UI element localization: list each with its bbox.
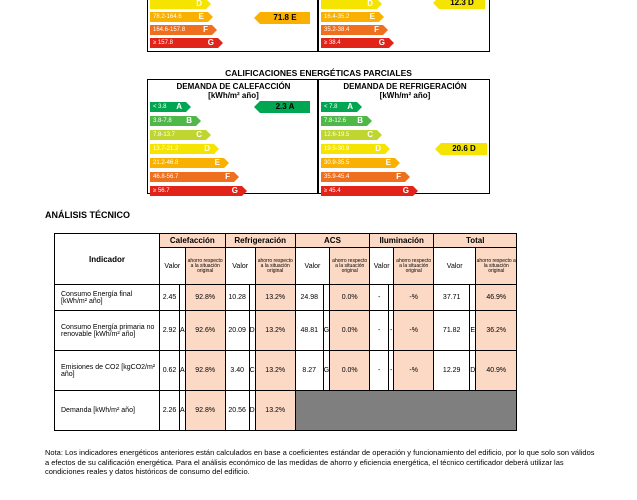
- cell-saving: 92.8%: [185, 285, 225, 311]
- cell-value: 2.45: [160, 285, 180, 311]
- cell-letter: E: [470, 311, 476, 351]
- scale-range-label: 35.9-45.4: [324, 174, 350, 180]
- cooling-title: DEMANDA DE REFRIGERACIÓN: [343, 82, 467, 91]
- row-label: Consumo Energía primaria no renovable [kWh/m² año]: [55, 311, 160, 351]
- blank-cell: [295, 391, 517, 431]
- valor-header: Valor: [160, 248, 186, 285]
- scale-range-label: 16.4-35.2: [324, 14, 350, 20]
- scale-bar-d: [321, 144, 385, 154]
- scale-letter: F: [225, 172, 230, 181]
- cell-value: 2.26: [160, 391, 180, 431]
- scale-letter: G: [402, 186, 409, 195]
- cell-letter: A: [180, 391, 186, 431]
- analysis-table: [54, 233, 517, 431]
- cell-value: 2.92: [160, 311, 180, 351]
- scale-bar-d: [150, 144, 214, 154]
- table-row: [55, 311, 517, 351]
- cell-value: -: [370, 351, 389, 391]
- cell-value: 10.28: [225, 285, 249, 311]
- cell-value: -: [370, 311, 389, 351]
- scale-range-label: 19.5-30.9: [324, 146, 350, 152]
- scale-letter: F: [396, 172, 401, 181]
- scale-letter: G: [207, 38, 214, 47]
- scale-range-label: < 7.8: [324, 104, 338, 110]
- cell-value: 8.27: [295, 351, 323, 391]
- scale-letter: D: [204, 144, 210, 153]
- cell-saving: 0.0%: [330, 351, 370, 391]
- scale-range-label: ≥ 157.8: [153, 40, 173, 46]
- group-total: Total: [434, 234, 517, 248]
- table-row: [55, 351, 517, 391]
- valor-header: Valor: [225, 248, 255, 285]
- ahorro-header: ahorro respecto a la situación original: [476, 248, 517, 285]
- scale-bar-f: [150, 172, 234, 182]
- scale-range-label: ≥ 56.7: [153, 188, 170, 194]
- scale-letter: D: [367, 0, 373, 8]
- rating-indicator: 20.6 D: [441, 143, 487, 155]
- scale-range-label: 7.8-12.6: [324, 118, 347, 124]
- scale-range-label: 46.8-56.7: [153, 174, 179, 180]
- valor-header: Valor: [295, 248, 329, 285]
- group-lighting: Iluminación: [370, 234, 434, 248]
- cell-saving: 13.2%: [255, 391, 295, 431]
- rating-indicator: 71.8 E: [260, 12, 310, 24]
- group-cooling: Refrigeración: [225, 234, 295, 248]
- ahorro-header: ahorro respecto a la situación original: [394, 248, 434, 285]
- cell-letter: -: [389, 351, 394, 391]
- cell-letter: A: [180, 311, 186, 351]
- scale-letter: F: [203, 25, 208, 34]
- scale-bar-g: [150, 186, 242, 196]
- scale-bar-a: [321, 102, 357, 112]
- rating-indicator: 12.3 D: [439, 0, 485, 9]
- scale-letter: E: [385, 158, 391, 167]
- scale-letter: B: [357, 116, 363, 125]
- scale-range-label: 164.6-157.8: [153, 27, 186, 33]
- ahorro-header: ahorro respecto a la situación original: [255, 248, 295, 285]
- scale-bar-c: [321, 130, 377, 140]
- cooling-panel: [318, 79, 490, 194]
- cell-saving: 0.0%: [330, 285, 370, 311]
- scale-bar-f: [321, 172, 405, 182]
- row-label: Demanda [kWh/m² año]: [55, 391, 160, 431]
- table-row: [55, 285, 517, 311]
- cell-value: 48.81: [295, 311, 323, 351]
- scale-range-label: < 3.8: [153, 104, 167, 110]
- scale-bar-d: [321, 0, 377, 9]
- cell-value: 20.56: [225, 391, 249, 431]
- cell-letter: C: [249, 351, 255, 391]
- cell-saving: 36.2%: [476, 311, 517, 351]
- scale-letter: D: [375, 144, 381, 153]
- cell-saving: 13.2%: [255, 351, 295, 391]
- ahorro-header: ahorro respecto a la situación original: [185, 248, 225, 285]
- cell-value: 3.40: [225, 351, 249, 391]
- cell-saving: 0.0%: [330, 311, 370, 351]
- cooling-unit: [kWh/m² año]: [379, 91, 431, 100]
- cell-value: 20.09: [225, 311, 249, 351]
- cell-value: 12.29: [434, 351, 470, 391]
- scale-letter: A: [176, 102, 182, 111]
- scale-bar-b: [150, 116, 196, 126]
- cell-letter: D: [249, 311, 255, 351]
- rating-indicator: 2.3 A: [260, 101, 310, 113]
- scale-bar-e: [150, 158, 224, 168]
- scale-bar-e: [321, 12, 379, 22]
- scale-letter: C: [196, 130, 202, 139]
- group-heating: Calefacción: [160, 234, 226, 248]
- scale-range-label: ≥ 45.4: [324, 188, 341, 194]
- scale-letter: G: [231, 186, 238, 195]
- partial-title: CALIFICACIONES ENERGÉTICAS PARCIALES: [225, 68, 412, 78]
- scale-letter: B: [186, 116, 192, 125]
- cell-saving: 13.2%: [255, 285, 295, 311]
- scale-bar-g: [150, 38, 218, 48]
- valor-header: Valor: [370, 248, 394, 285]
- scale-letter: F: [374, 25, 379, 34]
- scale-range-label: 35.2-38.4: [324, 27, 350, 33]
- table-row: [55, 391, 517, 431]
- cell-value: 71.82: [434, 311, 470, 351]
- scale-letter: E: [198, 12, 204, 21]
- cell-saving: 92.8%: [185, 351, 225, 391]
- cell-saving: 40.9%: [476, 351, 517, 391]
- scale-letter: A: [347, 102, 353, 111]
- cell-letter: D: [249, 391, 255, 431]
- cell-saving: -%: [394, 285, 434, 311]
- cell-letter: -: [389, 311, 394, 351]
- group-acs: ACS: [295, 234, 369, 248]
- scale-range-label: 78.2-164.6: [153, 14, 182, 20]
- scale-range-label: 30.9-35.5: [324, 160, 350, 166]
- scale-letter: D: [196, 0, 202, 8]
- cell-value: 37.71: [434, 285, 470, 311]
- cell-value: -: [370, 285, 389, 311]
- top-right-panel: [318, 0, 490, 52]
- cell-letter: D: [470, 351, 476, 391]
- scale-bar-f: [150, 25, 212, 35]
- cell-value: 0.62: [160, 351, 180, 391]
- heating-title: DEMANDA DE CALEFACCIÓN: [176, 82, 291, 91]
- top-left-panel: [147, 0, 318, 52]
- cell-letter: G: [323, 351, 329, 391]
- scale-range-label: 21.2-46.8: [153, 160, 179, 166]
- scale-letter: E: [369, 12, 375, 21]
- scale-bar-c: [150, 130, 206, 140]
- row-label: Emisiones de CO2 [kgCO2/m² año]: [55, 351, 160, 391]
- cell-saving: 92.8%: [185, 391, 225, 431]
- scale-bar-g: [321, 38, 389, 48]
- cell-saving: 46.9%: [476, 285, 517, 311]
- scale-bar-a: [150, 102, 186, 112]
- scale-range-label: 13.7-21.2: [153, 146, 179, 152]
- analysis-title: ANÁLISIS TÉCNICO: [45, 210, 131, 220]
- scale-range-label: ≥ 38.4: [324, 40, 341, 46]
- scale-range-label: 12.6-19.5: [324, 132, 350, 138]
- scale-letter: E: [214, 158, 220, 167]
- row-label: Consumo Energía final [kWh/m² año]: [55, 285, 160, 311]
- heating-panel: [147, 79, 318, 194]
- scale-bar-g: [321, 186, 413, 196]
- scale-range-label: 7.8-13.7: [153, 132, 176, 138]
- heating-unit: [kWh/m² año]: [208, 91, 259, 100]
- cell-saving: -%: [394, 311, 434, 351]
- scale-letter: C: [367, 130, 373, 139]
- scale-bar-e: [321, 158, 395, 168]
- cell-letter: A: [180, 351, 186, 391]
- scale-range-label: 3.8-7.8: [153, 118, 172, 124]
- scale-bar-e: [150, 12, 208, 22]
- footnote: Nota: Los indicadores energéticos anteriores están calculados en base a coeficientes estándar de operación y funcionamiento del edificio, por lo que solo son válidos a efectos de su calificación energética. Para el análisis económico de las medidas de ahorro y eficiencia energética, el técnico certificador deberá utilizar las condiciones reales y datos históricos de consumo del edificio.: [45, 448, 595, 476]
- cell-saving: 13.2%: [255, 311, 295, 351]
- indicator-header: Indicador: [55, 234, 160, 285]
- cell-letter: G: [323, 311, 329, 351]
- valor-header: Valor: [434, 248, 476, 285]
- scale-letter: G: [378, 38, 385, 47]
- scale-bar-f: [321, 25, 383, 35]
- ahorro-header: ahorro respecto a la situación original: [330, 248, 370, 285]
- scale-bar-b: [321, 116, 367, 126]
- cell-saving: 92.6%: [185, 311, 225, 351]
- cell-value: 24.98: [295, 285, 323, 311]
- scale-bar-d: [150, 0, 206, 9]
- cell-saving: -%: [394, 351, 434, 391]
